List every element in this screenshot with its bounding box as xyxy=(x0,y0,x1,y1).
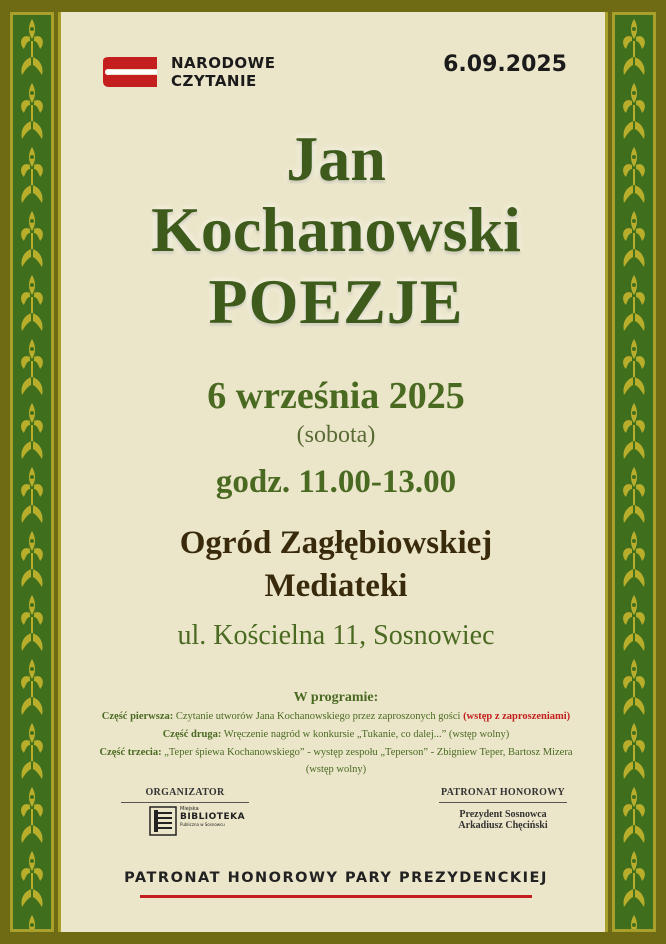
footer-patronage: PATRONAT HONOROWY PARY PREZYDENCKIEJ xyxy=(124,870,548,886)
venue-line1: Ogród Zagłębiowskiej xyxy=(179,525,493,561)
organizer-heading: ORGANIZATOR xyxy=(145,787,225,798)
program-part1 xyxy=(61,711,611,722)
poster-paper xyxy=(58,12,608,932)
narodowe-czytanie-logo xyxy=(99,54,275,90)
patronage-heading: PATRONAT HONOROWY xyxy=(440,787,566,798)
program-part3-note: (wstęp wolny) xyxy=(305,764,367,775)
header-date: 6.09.2025 xyxy=(443,52,567,77)
program-part1-label: Część pierwsza: xyxy=(101,711,174,722)
organizer-logo-main: BIBLIOTEKA xyxy=(180,812,246,822)
program-heading: W programie: xyxy=(293,690,379,705)
title-last-name: Kochanowski xyxy=(151,194,521,265)
organizer-logo-bottom: Publiczna w Sosnowcu xyxy=(180,822,225,827)
patron-name: Arkadiusz Chęciński xyxy=(458,820,548,831)
program-part2-text: Wręczenie nagród w konkursie „Tukanie, co dalej...” (wstęp wolny) xyxy=(221,729,510,740)
library-icon xyxy=(149,806,177,836)
book-flag-icon xyxy=(99,55,161,89)
footer-red-rule xyxy=(140,895,532,898)
event-date: 6 września 2025 xyxy=(207,375,465,417)
program-part2 xyxy=(61,729,611,740)
tulip-ornament-icon xyxy=(13,15,51,929)
organizer-logo-top: Miejska xyxy=(180,806,199,812)
left-ornament-border xyxy=(10,12,54,932)
logo-line2: CZYTANIE xyxy=(171,72,257,90)
tulip-ornament-icon xyxy=(615,15,653,929)
venue-line2: Mediateki xyxy=(264,568,408,604)
right-ornament-border xyxy=(612,12,656,932)
organizer-logo xyxy=(149,806,245,836)
title-subject: POEZJE xyxy=(208,266,464,337)
logo-text xyxy=(171,54,275,90)
title-first-name: Jan xyxy=(286,123,386,194)
event-day: (sobota) xyxy=(296,422,376,448)
patron-title: Prezydent Sosnowca xyxy=(459,809,547,820)
program-part3-text: „Teper śpiewa Kochanowskiego” - występ zespołu „Teperson” - Zbigniew Teper, Bartosz Mizera xyxy=(161,747,573,758)
program-part1-note: (wstęp z zaproszeniami) xyxy=(463,711,571,722)
program-part3-label: Część trzecia: xyxy=(99,747,162,758)
program-part3 xyxy=(61,747,611,758)
patronage-divider xyxy=(439,802,567,803)
venue-address: ul. Kościelna 11, Sosnowiec xyxy=(177,620,495,651)
program-part2-label: Część druga: xyxy=(162,729,222,740)
program-part1-text: Czytanie utworów Jana Kochanowskiego przez zaproszonych gości xyxy=(173,711,464,722)
event-hours: godz. 11.00-13.00 xyxy=(215,464,457,500)
organizer-divider xyxy=(121,802,249,803)
logo-line1: NARODOWE xyxy=(171,54,276,72)
